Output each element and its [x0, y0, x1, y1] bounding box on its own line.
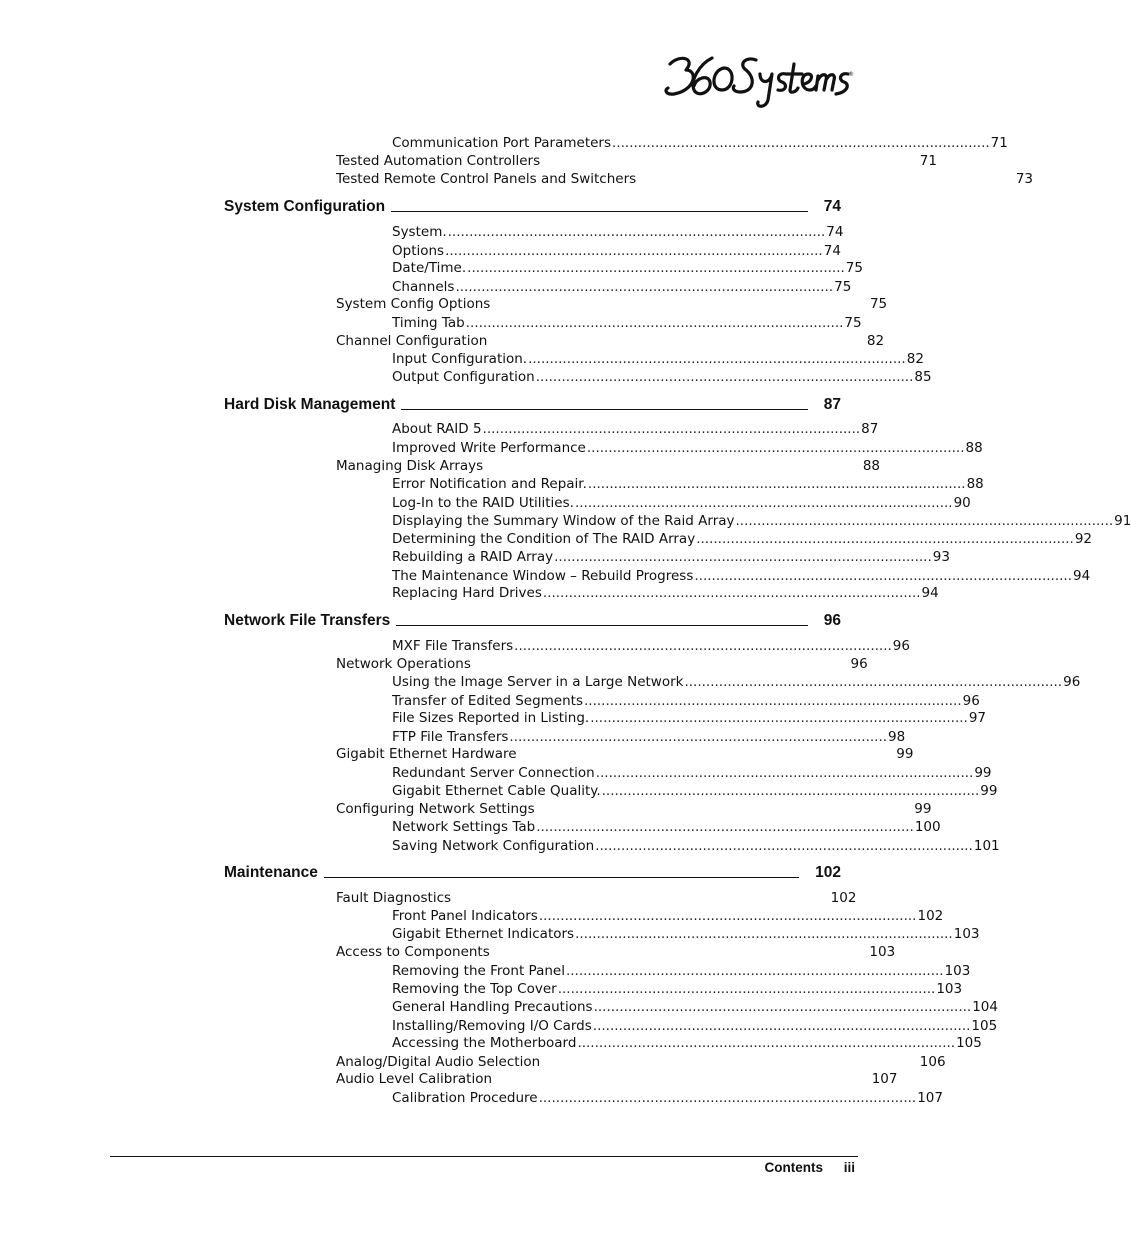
toc-entry-page: 90 — [953, 495, 971, 511]
toc-entry-page: 99 — [974, 765, 992, 781]
toc-topic-entry[interactable] — [392, 818, 941, 836]
toc-entry-page: 102 — [830, 890, 857, 906]
toc-topic-entry[interactable] — [392, 314, 862, 332]
toc-entry-title: Removing the Front Panel — [392, 963, 565, 979]
toc-entry-title: Fault Diagnostics — [336, 890, 452, 906]
toc-entry-page: 74 — [823, 243, 841, 259]
toc-dot-leader: ........................................................................................ — [586, 440, 965, 456]
toc-dot-leader: ........................................................................................ — [514, 638, 892, 654]
toc-topic-entry[interactable] — [392, 837, 1000, 855]
toc-entry-title: Configuring Network Settings — [336, 801, 535, 817]
toc-entry-page: 94 — [921, 585, 939, 601]
toc-dot-leader: ........................................................................................ — [595, 765, 974, 781]
toc-topic-entry[interactable] — [392, 907, 944, 925]
toc-dot-leader: ........................................................................................ — [587, 476, 966, 492]
toc-topic-entry[interactable] — [392, 368, 932, 386]
toc-topic-entry[interactable] — [392, 584, 939, 602]
toc-entry-page: 96 — [1063, 674, 1081, 690]
toc-entry-page: 98 — [888, 729, 906, 745]
360-systems-logo — [660, 50, 860, 112]
toc-entry-page: 107 — [917, 1090, 943, 1106]
toc-entry-page: 104 — [972, 999, 998, 1015]
toc-entry-title: Accessing the Motherboard — [392, 1035, 577, 1051]
toc-entry-title: Network Settings Tab — [392, 819, 536, 835]
toc-entry-title: Options — [392, 243, 445, 259]
toc-section-heading[interactable] — [224, 395, 841, 415]
toc-topic-entry[interactable] — [392, 278, 852, 296]
toc-subsection-entry[interactable] — [336, 943, 896, 961]
toc-entry-title: Input Configuration. — [392, 351, 528, 367]
toc-entry-page: 99 — [980, 783, 998, 799]
toc-section-rule — [324, 863, 799, 878]
toc-entry-title: Calibration Procedure — [392, 1090, 538, 1106]
toc-dot-leader: ........................................................................................ — [595, 838, 973, 854]
toc-section-heading[interactable] — [224, 863, 841, 883]
toc-entry-page: 99 — [896, 746, 914, 762]
toc-topic-entry[interactable] — [392, 420, 879, 438]
page-footer — [764, 1158, 855, 1178]
toc-dot-leader: ........................................................................................ — [684, 674, 1063, 690]
toc-section-title: System Configuration — [224, 198, 386, 215]
toc-section-page: 102 — [815, 864, 841, 881]
toc-section-page: 87 — [823, 396, 841, 413]
toc-topic-entry[interactable] — [392, 673, 1081, 691]
toc-entry-page: 75 — [845, 260, 863, 276]
toc-topic-entry[interactable] — [392, 692, 980, 710]
toc-dot-leader: ........................................................................................ — [536, 819, 914, 835]
toc-subsection-entry[interactable] — [336, 889, 857, 907]
toc-dot-leader: ........................................................................................ — [445, 243, 823, 259]
toc-subsection-entry[interactable] — [336, 457, 880, 475]
toc-topic-entry[interactable] — [392, 709, 987, 727]
toc-section-rule — [391, 197, 808, 212]
toc-entry-page: 107 — [871, 1071, 898, 1087]
toc-dot-leader: ........................................................................................ — [574, 495, 953, 511]
toc-entry-title: Tested Automation Controllers — [336, 153, 541, 169]
toc-entry-title: General Handling Precautions — [392, 999, 593, 1015]
toc-topic-entry[interactable] — [392, 475, 984, 493]
toc-subsection-entry[interactable] — [336, 170, 1034, 188]
toc-dot-leader: ........................................................................................ — [593, 999, 972, 1015]
toc-entry-page: 102 — [917, 908, 944, 924]
toc-entry-title: Output Configuration — [392, 369, 535, 385]
toc-dot-leader: ........................................................................................ — [554, 549, 932, 565]
toc-entry-page: 91 — [1114, 513, 1131, 529]
toc-topic-entry[interactable] — [392, 728, 906, 746]
toc-entry-title: Removing the Top Cover — [392, 981, 557, 997]
toc-entry-page: 88 — [966, 476, 984, 492]
toc-topic-entry[interactable] — [392, 259, 863, 277]
toc-topic-entry[interactable] — [392, 925, 980, 943]
toc-dot-leader: ........................................................................................ — [577, 1035, 956, 1051]
toc-dot-leader: ........................................................................................ — [612, 135, 990, 151]
toc-dot-leader: ........................................................................................ — [535, 369, 914, 385]
toc-subsection-entry[interactable] — [336, 152, 937, 170]
toc-entry-page: 75 — [834, 279, 852, 295]
toc-entry-title: Network Operations — [336, 656, 471, 672]
toc-entry-title: Replacing Hard Drives — [392, 585, 542, 601]
toc-entry-page: 88 — [862, 458, 880, 474]
toc-section-page: 96 — [823, 612, 841, 629]
toc-section-heading[interactable] — [224, 197, 841, 217]
toc-entry-page: 85 — [914, 369, 932, 385]
toc-entry-title: Installing/Removing I/O Cards — [392, 1018, 592, 1034]
toc-entry-title: Audio Level Calibration — [336, 1071, 493, 1087]
toc-topic-entry[interactable] — [392, 764, 992, 782]
toc-section-page: 74 — [823, 198, 841, 215]
toc-subsection-entry[interactable] — [336, 1070, 898, 1088]
toc-dot-leader: ........................................................................................ — [482, 421, 861, 437]
toc-subsection-entry[interactable] — [336, 1053, 946, 1071]
toc-subsection-entry[interactable] — [336, 655, 868, 673]
toc-entry-title: Managing Disk Arrays — [336, 458, 484, 474]
toc-subsection-entry[interactable] — [336, 800, 932, 818]
toc-topic-entry[interactable] — [392, 494, 971, 512]
toc-dot-leader: ........................................................................................ — [542, 585, 921, 601]
toc-entry-page: 93 — [932, 549, 950, 565]
toc-section-rule — [401, 395, 807, 410]
toc-entry-title: Date/Time. — [392, 260, 467, 276]
toc-entry-title: Displaying the Summary Window of the Raid Array — [392, 513, 735, 529]
toc-topic-entry[interactable] — [392, 637, 910, 655]
toc-dot-leader: ........................................................................................ — [694, 568, 1073, 584]
toc-dot-leader: ........................................................................................ — [565, 963, 944, 979]
toc-entry-page: 75 — [844, 315, 862, 331]
toc-dot-leader: ........................................................................................ — [447, 224, 826, 240]
toc-entry-page: 96 — [962, 693, 980, 709]
toc-dot-leader: ........................................................................................ — [538, 1090, 917, 1106]
toc-dot-leader: ........................................................................................ — [696, 531, 1074, 547]
toc-entry-page: 92 — [1074, 531, 1093, 547]
toc-entry-title: Saving Network Configuration — [392, 838, 595, 854]
toc-entry-page: 82 — [866, 333, 885, 349]
toc-subsection-entry[interactable] — [336, 295, 888, 313]
toc-entry-page: 101 — [973, 838, 1000, 854]
toc-entry-page: 106 — [919, 1054, 946, 1070]
toc-entry-title: Rebuilding a RAID Array — [392, 549, 554, 565]
footer-page-number: iii — [843, 1160, 855, 1175]
toc-entry-title: Using the Image Server in a Large Network — [392, 674, 684, 690]
toc-topic-entry[interactable] — [392, 1089, 943, 1107]
toc-section-rule — [396, 611, 807, 626]
toc-entry-title: System Config Options — [336, 296, 491, 312]
toc-entry-title: Error Notification and Repair. — [392, 476, 587, 492]
toc-entry-title: MXF File Transfers — [392, 638, 514, 654]
toc-entry-page: 71 — [919, 153, 937, 169]
toc-dot-leader: ........................................................................................ — [601, 783, 980, 799]
toc-entry-title: Gigabit Ethernet Hardware — [336, 746, 517, 762]
toc-topic-entry[interactable] — [392, 242, 840, 260]
toc-entry-title: Communication Port Parameters — [392, 135, 612, 151]
toc-entry-title: Determining the Condition of The RAID Array — [392, 531, 696, 547]
toc-entry-title: Gigabit Ethernet Cable Quality. — [392, 783, 601, 799]
toc-entry-page: 73 — [1015, 171, 1034, 187]
toc-topic-entry[interactable] — [392, 439, 983, 457]
toc-dot-leader: ........................................................................................ — [455, 279, 834, 295]
toc-topic-entry[interactable] — [392, 134, 1008, 152]
toc-dot-leader: ........................................................................................ — [538, 908, 917, 924]
footer-rule — [110, 1156, 858, 1157]
toc-dot-leader: ........................................................................................ — [735, 513, 1114, 529]
toc-entry-title: Channels — [392, 279, 455, 295]
toc-dot-leader: ........................................................................................ — [465, 315, 844, 331]
toc-subsection-entry[interactable] — [336, 332, 885, 350]
toc-section-title: Hard Disk Management — [224, 396, 396, 413]
toc-entry-title: Timing Tab — [392, 315, 465, 331]
toc-entry-title: Improved Write Performance — [392, 440, 586, 456]
toc-topic-entry[interactable] — [392, 548, 950, 566]
toc-topic-entry[interactable] — [392, 223, 844, 241]
toc-entry-title: Channel Configuration — [336, 333, 488, 349]
toc-entry-title: System. — [392, 224, 447, 240]
toc-topic-entry[interactable] — [392, 980, 963, 998]
toc-dot-leader: ........................................................................................ — [509, 729, 888, 745]
toc-topic-entry[interactable] — [392, 530, 1093, 548]
toc-entry-title: The Maintenance Window – Rebuild Progress — [392, 568, 694, 584]
toc-entry-page: 94 — [1073, 568, 1091, 584]
toc-topic-entry[interactable] — [392, 998, 998, 1016]
toc-entry-page: 82 — [906, 351, 924, 367]
toc-section-title: Network File Transfers — [224, 612, 391, 629]
toc-entry-page: 103 — [944, 963, 971, 979]
toc-subsection-entry[interactable] — [336, 745, 914, 763]
toc-entry-page: 97 — [968, 710, 987, 726]
toc-entry-page: 99 — [914, 801, 932, 817]
toc-topic-entry[interactable] — [392, 1017, 998, 1035]
toc-entry-page: 96 — [850, 656, 868, 672]
toc-entry-page: 100 — [914, 819, 941, 835]
toc-topic-entry[interactable] — [392, 512, 1131, 530]
toc-entry-title: Access to Components — [336, 944, 490, 960]
toc-entry-title: File Sizes Reported in Listing. — [392, 710, 590, 726]
toc-topic-entry[interactable] — [392, 782, 998, 800]
toc-section-heading[interactable] — [224, 611, 841, 631]
toc-entry-title: Front Panel Indicators — [392, 908, 538, 924]
toc-topic-entry[interactable] — [392, 1034, 982, 1052]
toc-entry-title: Gigabit Ethernet Indicators — [392, 926, 575, 942]
toc-entry-title: Transfer of Edited Segments — [392, 693, 583, 709]
toc-dot-leader: ........................................................................................ — [467, 260, 845, 276]
toc-entry-page: 103 — [936, 981, 963, 997]
toc-entry-title: Redundant Server Connection — [392, 765, 595, 781]
toc-entry-title: Log-In to the RAID Utilities. — [392, 495, 574, 511]
toc-entry-page: 96 — [892, 638, 910, 654]
toc-topic-entry[interactable] — [392, 350, 924, 368]
toc-entry-page: 88 — [965, 440, 983, 456]
toc-topic-entry[interactable] — [392, 962, 971, 980]
toc-entry-page: 103 — [869, 944, 896, 960]
toc-dot-leader: ........................................................................................ — [592, 1018, 971, 1034]
toc-entry-page: 75 — [869, 296, 888, 312]
registered-mark: ® — [848, 71, 854, 78]
toc-dot-leader: ........................................................................................ — [557, 981, 936, 997]
toc-entry-page: 87 — [861, 421, 879, 437]
toc-entry-title: FTP File Transfers — [392, 729, 509, 745]
toc-entry-title: Analog/Digital Audio Selection — [336, 1054, 541, 1070]
toc-section-title: Maintenance — [224, 864, 318, 881]
toc-entry-page: 105 — [971, 1018, 998, 1034]
toc-entry-page: 105 — [956, 1035, 982, 1051]
toc-dot-leader: ........................................................................................ — [583, 693, 962, 709]
toc-entry-page: 71 — [990, 135, 1008, 151]
toc-dot-leader: ........................................................................................ — [590, 710, 968, 726]
toc-entry-title: Tested Remote Control Panels and Switchers — [336, 171, 637, 187]
toc-dot-leader: ........................................................................................ — [575, 926, 953, 942]
toc-dot-leader: ........................................................................................ — [528, 351, 906, 367]
toc-entry-page: 74 — [826, 224, 844, 240]
toc-entry-page: 103 — [953, 926, 980, 942]
footer-label: Contents — [764, 1160, 823, 1175]
toc-topic-entry[interactable] — [392, 567, 1091, 585]
toc-entry-title: About RAID 5 — [392, 421, 482, 437]
